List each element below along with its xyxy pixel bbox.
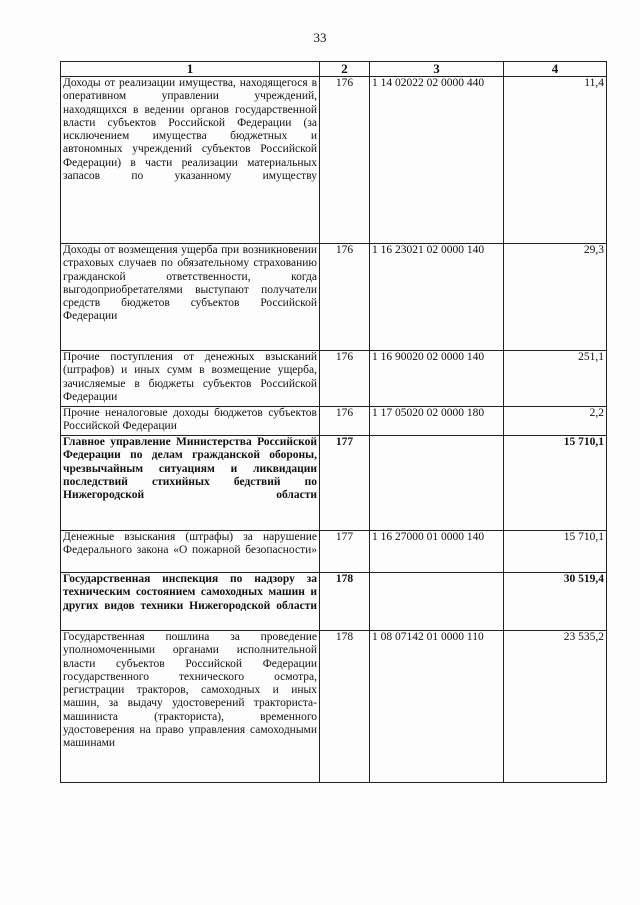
row-description: Прочие поступления от денежных взысканий (штрафов) и иных сумм в возмещение ущерба, зачисляемые в бюджеты субъектов Российской Федерации xyxy=(61,351,320,407)
table-header-row xyxy=(61,62,607,77)
row-budget-code: 1 17 05020 02 0000 180 xyxy=(370,407,504,436)
column-header-3: 3 xyxy=(370,62,504,77)
row-budget-code: 1 16 23021 02 0000 140 xyxy=(370,244,504,351)
table-row xyxy=(61,244,607,351)
row-admin-code: 177 xyxy=(320,436,370,531)
column-header-1: 1 xyxy=(61,62,320,77)
row-budget-code: 1 14 02022 02 0000 440 xyxy=(370,77,504,244)
row-description: Государственная инспекция по надзору за техническим состоянием самоходных машин и других видов техники Нижегородской области xyxy=(61,573,320,631)
row-budget-code xyxy=(370,573,504,631)
table-row xyxy=(61,407,607,436)
row-amount: 2,2 xyxy=(504,407,607,436)
table-row xyxy=(61,77,607,244)
revenue-table xyxy=(60,61,607,783)
row-amount: 15 710,1 xyxy=(504,436,607,531)
row-budget-code: 1 16 90020 02 0000 140 xyxy=(370,351,504,407)
row-description: Главное управление Министерства Российской Федерации по делам гражданской обороны, чрезвычайным ситуациям и ликвидации последствий стихийных бедствий по Нижегородской области xyxy=(61,436,320,531)
table-row xyxy=(61,351,607,407)
row-budget-code: 1 08 07142 01 0000 110 xyxy=(370,631,504,783)
page-number: 33 xyxy=(313,30,327,45)
row-admin-code: 176 xyxy=(320,77,370,244)
row-amount: 11,4 xyxy=(504,77,607,244)
row-description: Доходы от реализации имущества, находящегося в оперативном управлении учреждений, находящихся в ведении органов государственной власти субъектов Российской Федерации (за исключением имущества бюджетных и автономных учреждений субъектов Российской Федерации) в части реализации материальных запасов по указанному имуществу xyxy=(61,77,320,244)
column-header-4: 4 xyxy=(504,62,607,77)
row-admin-code: 178 xyxy=(320,631,370,783)
table-row xyxy=(61,631,607,783)
row-admin-code: 178 xyxy=(320,573,370,631)
row-description: Доходы от возмещения ущерба при возникновении страховых случаев по обязательному страхованию гражданской ответственности, когда выгодоприобретателями выступают получатели средств бюджетов субъектов Российской Федерации xyxy=(61,244,320,351)
table-row xyxy=(61,531,607,573)
row-admin-code: 176 xyxy=(320,244,370,351)
row-description: Денежные взыскания (штрафы) за нарушение Федерального закона «О пожарной безопасности» xyxy=(61,531,320,573)
row-description: Прочие неналоговые доходы бюджетов субъектов Российской Федерации xyxy=(61,407,320,436)
table-row xyxy=(61,573,607,631)
row-admin-code: 177 xyxy=(320,531,370,573)
row-amount: 29,3 xyxy=(504,244,607,351)
row-budget-code xyxy=(370,436,504,531)
row-budget-code: 1 16 27000 01 0000 140 xyxy=(370,531,504,573)
row-amount: 30 519,4 xyxy=(504,573,607,631)
table-row xyxy=(61,436,607,531)
column-header-2: 2 xyxy=(320,62,370,77)
row-admin-code: 176 xyxy=(320,407,370,436)
row-amount: 251,1 xyxy=(504,351,607,407)
row-amount: 15 710,1 xyxy=(504,531,607,573)
row-description: Государственная пошлина за проведение уполномоченными органами исполнительной власти субъектов Российской Федерации государственного технического осмотра, регистрации тракторов, самоходных и иных машин, за выдачу удостоверений тракториста-машиниста (тракториста), временного удостоверения на право управления самоходными машинами xyxy=(61,631,320,783)
row-admin-code: 176 xyxy=(320,351,370,407)
row-amount: 23 535,2 xyxy=(504,631,607,783)
